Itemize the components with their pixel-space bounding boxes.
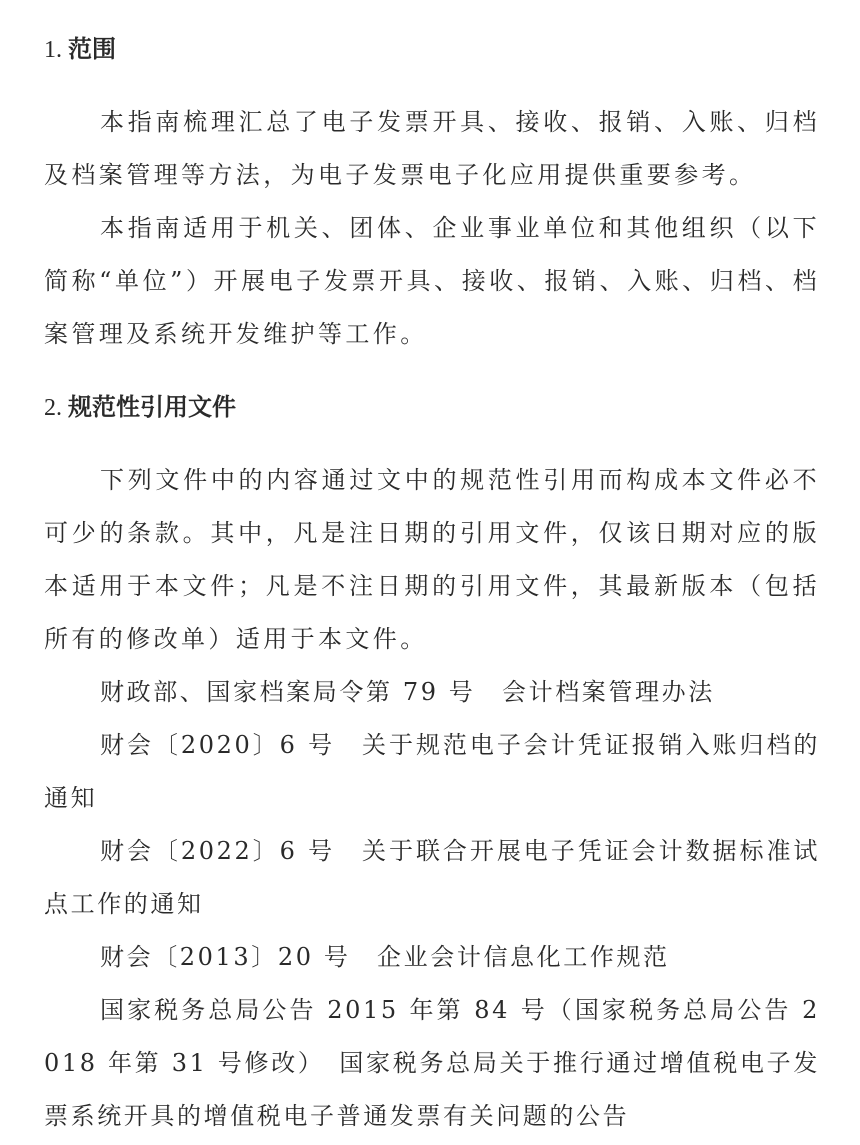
reference-item: 国家税务总局公告 2015 年第 84 号（国家税务总局公告 2018 年第 31 号修改） 国家税务总局关于推行通过增值税电子发票系统开具的增值税电子普通发票有关问题的公告 [44,996,820,1130]
reference-item: 财会〔2013〕20 号 企业会计信息化工作规范 [100,943,670,971]
section-heading-normative-references [44,390,236,425]
section-title: 范围 [68,35,116,63]
section-title: 规范性引用文件 [68,393,236,421]
reference-item: 财会〔2020〕6 号 关于规范电子会计凭证报销入账归档的通知 [44,731,820,812]
paragraph: 本指南适用于机关、团体、企业事业单位和其他组织（以下简称“单位”）开展电子发票开具、接收、报销、入账、归档、档案管理及系统开发维护等工作。 [44,214,820,348]
paragraph: 下列文件中的内容通过文中的规范性引用而构成本文件必不可少的条款。其中，凡是注日期的引用文件，仅该日期对应的版本适用于本文件；凡是不注日期的引用文件，其最新版本（包括所有的修改单）适用于本文件。 [44,466,820,653]
reference-item: 财政部、国家档案局令第 79 号 会计档案管理办法 [100,678,715,706]
section-body-normative-references [44,454,820,1143]
section-body-scope [44,96,820,361]
section-number: 2. [44,395,62,421]
section-number: 1. [44,37,62,63]
paragraph: 本指南梳理汇总了电子发票开具、接收、报销、入账、归档及档案管理等方法，为电子发票电子化应用提供重要参考。 [44,108,820,189]
section-heading-scope [44,32,116,67]
reference-item: 财会〔2022〕6 号 关于联合开展电子凭证会计数据标准试点工作的通知 [44,837,820,918]
